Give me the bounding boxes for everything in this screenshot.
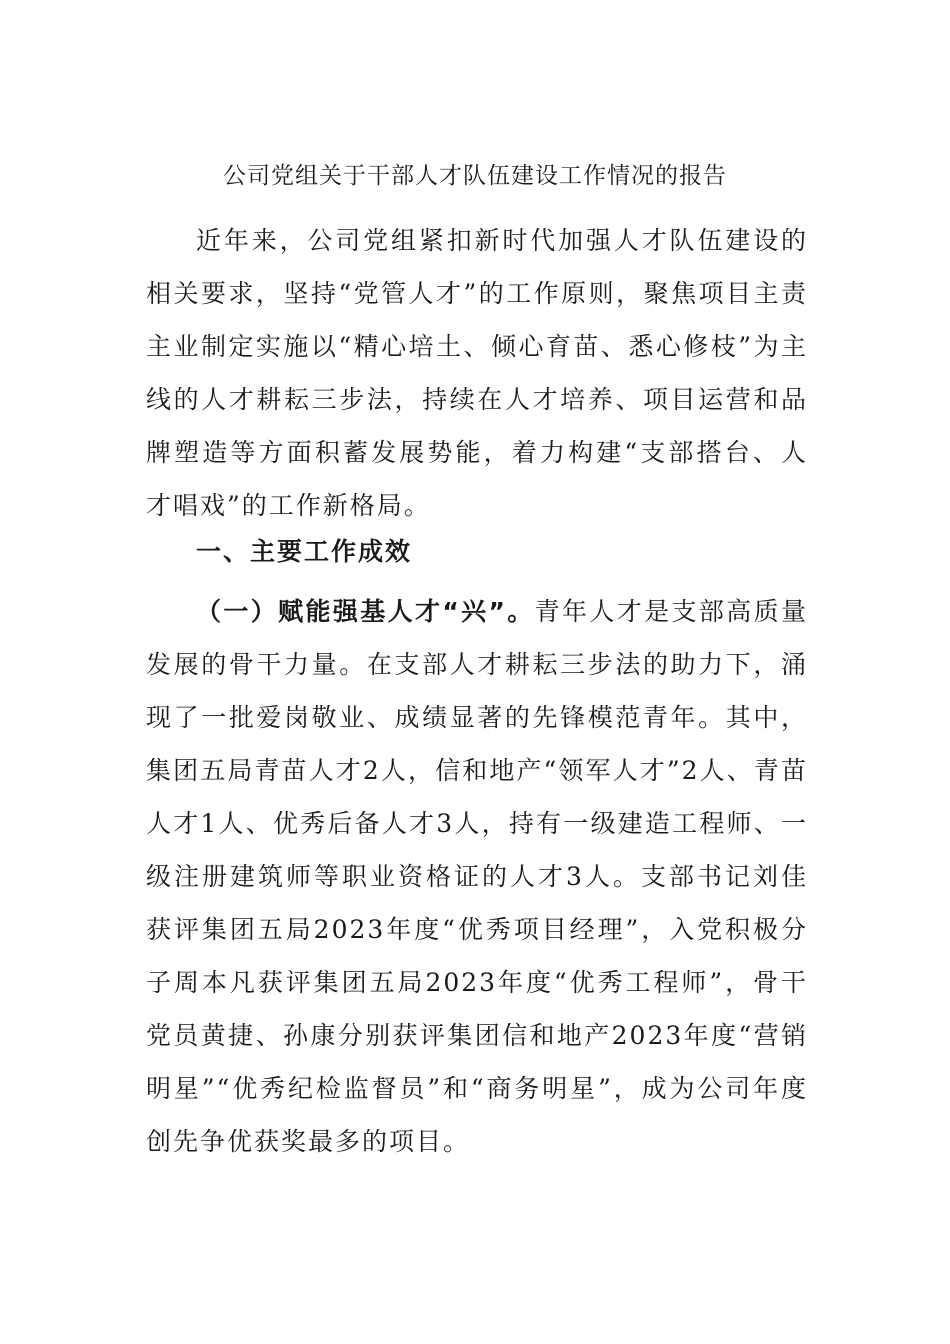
intro-paragraph: 近年来，公司党组紧扣新时代加强人才队伍建设的相关要求，坚持“党管人才”的工作原则，聚焦项目主责主业制定实施以“精心培土、倾心育苗、悉心修枝”为主线的人才耕耘三步法，持续在人才培养、项目运营和品牌塑造等方面积蓄发展势能，着力构建“支部搭台、人才唱戏”的工作新格局。 bbox=[146, 226, 808, 520]
subsection-body: 青年人才是支部高质量发展的骨干力量。在支部人才耕耘三步法的助力下，涌现了一批爱岗敬业、成绩显著的先锋模范青年。其中，集团五局青苗人才2人，信和地产“领军人才”2人、青苗人才1人、优秀后备人才3人，持有一级建造工程师、一级注册建筑师等职业资格证的人才3人。支部书记刘佳获评集团五局2023年度“优秀项目经理”，入党积极分子周本凡获评集团五局2023年度“优秀工程师”，骨干党员黄捷、孙康分别获评集团信和地产2023年度“营销明星”“优秀纪检监督员”和“商务明星”，成为公司年度创先争优获奖最多的项目。 bbox=[146, 597, 808, 1156]
document-title: 公司党组关于干部人才队伍建设工作情况的报告 bbox=[223, 163, 727, 189]
subsection-paragraph bbox=[146, 585, 808, 1168]
subsection-lead: （一）赋能强基人才“兴”。 bbox=[196, 597, 535, 626]
section-heading: 一、主要工作成效 bbox=[196, 537, 413, 566]
